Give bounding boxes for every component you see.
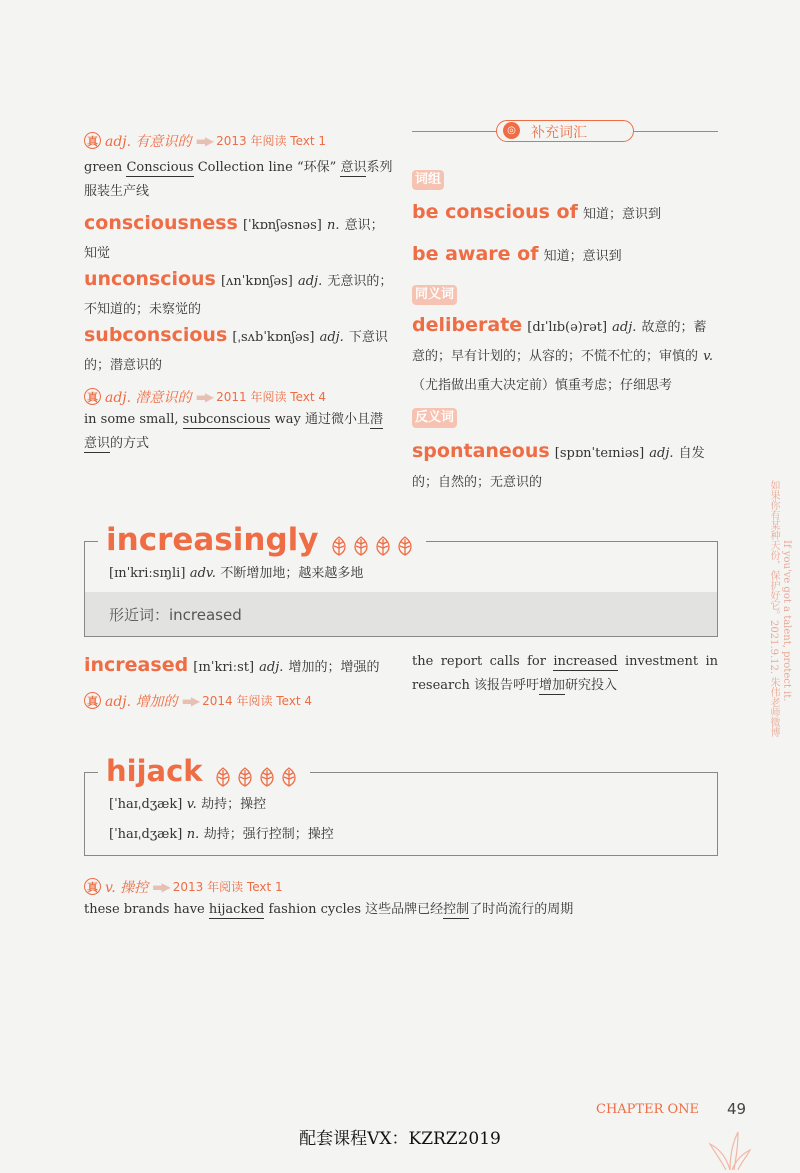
supplement-title: 补充词汇	[531, 125, 587, 141]
example-hijack: 真 v. 操控 ▬▶ 2013 年阅读 Text 1	[84, 876, 484, 897]
supplement-header	[412, 120, 718, 144]
tag-antonyms: 反义词	[412, 406, 457, 428]
leaf-icon	[212, 766, 300, 788]
real-exam-tag: 真	[84, 132, 101, 149]
entry-consciousness: consciousness [ˈkɒnʃəsnəs] n. 意识；知觉	[84, 212, 384, 261]
real-exam-tag: 真	[84, 692, 101, 709]
hijack-definition-1: [ˈhaɪˌdʒæk] v. 劫持；操控	[109, 797, 267, 812]
divider	[634, 131, 718, 132]
leaf-icons	[212, 766, 302, 785]
hijack-definition-2: [ˈhaɪˌdʒæk] n. 劫持；强行控制；操控	[109, 827, 334, 842]
supplement-title-pill	[496, 120, 634, 142]
real-exam-tag: 真	[84, 388, 101, 405]
entry-subconscious: subconscious [ˌsʌbˈkɒnʃəs] adj. 下意识的；潜意识的	[84, 324, 388, 373]
leaf-icons	[328, 535, 418, 554]
headword-hijack: hijack	[98, 750, 310, 792]
arrow-icon: ▬▶	[152, 879, 169, 894]
phrase-be-conscious-of: be conscious of 知道；意识到	[412, 201, 661, 223]
entry-spontaneous: spontaneous [spɒnˈteɪniəs] adj. 自发的；自然的；无意识的	[412, 440, 705, 490]
entry-unconscious: unconscious [ʌnˈkɒnʃəs] adj. 无意识的；不知道的；未察觉的	[84, 268, 393, 317]
arrow-icon: ▬▶	[195, 389, 213, 404]
example-subconscious: 真 adj. 潜意识的 ▬▶ 2011 年阅读 Text 4	[84, 386, 394, 407]
side-quote-chinese: 如果你有某种天份，保护好它。2021.9.12. 朱伟老师微博	[768, 480, 779, 738]
page-number: 49	[727, 1100, 747, 1118]
watermark: 配套课程VX：KZRZ2019	[299, 1129, 501, 1149]
side-quote-english: If you've got a talent, protect it.	[781, 540, 792, 702]
entry-increased: increased [ɪnˈkriːst] adj. 增加的；增强的	[84, 654, 380, 676]
phrase-be-aware-of: be aware of 知道；意识到	[412, 243, 622, 265]
example-sentence: in some small, subconscious way 通过微小且潜意识的方式	[84, 412, 383, 451]
example-sentence: these brands have hijacked fashion cycles 这些品牌已经控制了时尚流行的周期	[84, 902, 574, 917]
increasingly-definition: [ɪnˈkriːsɪŋli] adv. 不断增加地；越来越多地	[109, 566, 364, 581]
headword-increasingly: increasingly	[98, 518, 426, 562]
example-sentence: the report calls for increased investment in research 该报告呼吁增加研究投入	[412, 654, 718, 693]
chapter-label: CHAPTER ONE	[596, 1102, 700, 1117]
example-conscious: 真 adj. 有意识的 ▬▶ 2013 年阅读 Text 1	[84, 130, 394, 151]
entry-deliberate: deliberate [dɪˈlɪb(ə)rət] adj. 故意的；蓄意的；早有计划的；从容的；不慌不忙的；审慎的 v.（尤指做出重大决定前）慎重考虑；仔细思考	[412, 314, 714, 393]
similar-words: 形近词：increased	[109, 606, 242, 624]
owl-icon: ◎	[503, 122, 520, 139]
arrow-icon: ▬▶	[195, 133, 213, 148]
tag-phrases: 词组	[412, 168, 444, 190]
leaf-icon	[328, 535, 416, 557]
arrow-icon: ▬▶	[181, 693, 199, 708]
example-sentence: green Conscious Collection line “环保” 意识系列服装生产线	[84, 160, 393, 199]
tag-synonyms: 同义词	[412, 283, 457, 305]
grass-decoration-icon	[708, 1126, 752, 1170]
real-exam-tag: 真	[84, 878, 101, 895]
divider	[412, 131, 496, 132]
example-increased: 真 adj. 增加的 ▬▶ 2014 年阅读 Text 4	[84, 690, 394, 711]
